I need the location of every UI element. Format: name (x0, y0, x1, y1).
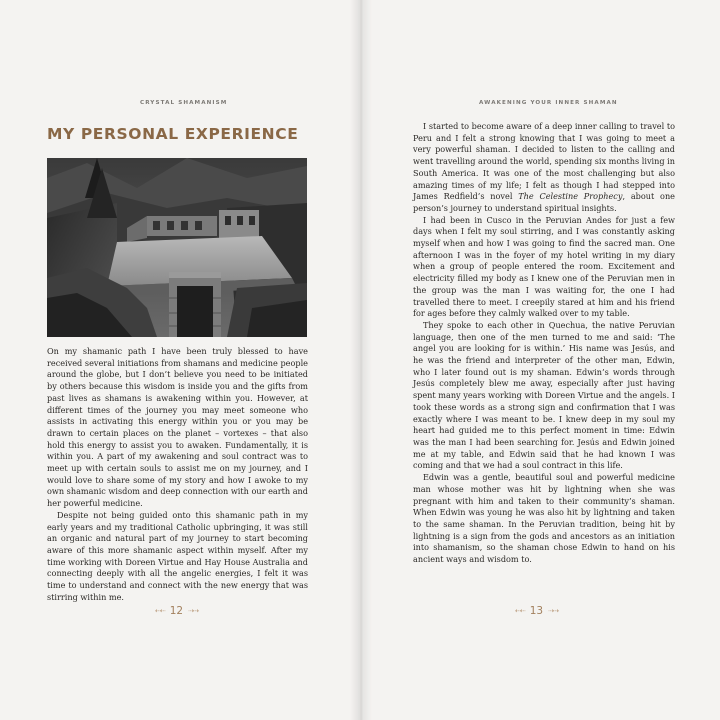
book-gutter (350, 0, 372, 720)
page-number: 13 (529, 605, 544, 617)
page-number-right (515, 605, 558, 617)
page-number-left (155, 605, 198, 617)
chapter-heading: MY PERSONAL EXPERIENCE (47, 125, 299, 143)
ornament-left-icon: ⇠⇠ (155, 607, 165, 615)
paragraph-text: , about one person’s journey to understand spiritual insights. (413, 191, 675, 213)
paragraph: Despite not being guided onto this shamanic path in my early years and my traditional Catholic upbringing, it was still an organic and natural part of my journey to start becoming aware of this more shamanic aspect within myself. After my time working with Doreen Virtue and Hay House Australia and connecting deeply with all the angelic energies, I felt it was time to understand and connect with the new energy that was stirring within me. (47, 509, 308, 602)
left-page (0, 0, 358, 720)
paragraph-text: I started to become aware of a deep inner calling to travel to Peru and I felt a strong knowing that I was going to meet a very powerful shaman. I decided to listen to the calling and went travelling around the world, spending six months living in South America. It was one of the most challenging but also amazing times of my life; I felt as though I had stepped into James Redfield’s novel (413, 121, 675, 202)
paragraph: Edwin was a gentle, beautiful soul and powerful medicine man whose mother was hit by lightning when she was pregnant with him and taken to their community’s shaman. When Edwin was young he was also hit by lightning and taken to the same shaman. In the Peruvian tradition, being hit by lightning is a sign from the gods and ancestors as an initiation into shamanism, so the shaman chose Edwin to hand on his ancient ways and wisdom to. (413, 472, 675, 565)
left-body-text (47, 346, 308, 603)
page-number: 12 (169, 605, 184, 617)
ornament-right-icon: ⇢⇢ (548, 607, 558, 615)
paragraph: I had been in Cusco in the Peruvian Andes for just a few days when I felt my soul stirring, and I was constantly asking myself when and how I was going to find the sacred man. One afternoon I was in the foyer of my hotel writing in my diary when a group of people entered the room. Excitement and electricity filled my body as I knew one of the Peruvian men in the group was the man I was waiting for, the one I had travelled there to meet. I creepily stared at him and his friend for ages before they calmly walked over to my table. (413, 214, 675, 319)
paragraph: On my shamanic path I have been truly blessed to have received several initiations from shamans and medicine people around the globe, but I don’t believe you need to be initiated by others because this wisdom is inside you and the gifts from past lives as shamans is awakening within you. However, at different times of the journey you may meet someone who assists in activating this energy within you or you may be drawn to certain places on the planet – vortexes – that also hold this energy to assist you to awaken. Fundamentally, it is within you. A part of my awakening and soul contract was to meet up with certain souls to assist me on my journey, and I would love to share some of my story and how I awoke to my own shamanic wisdom and deep connection with our earth and her powerful medicine. (47, 346, 308, 509)
right-body-text (413, 121, 675, 566)
ornament-left-icon: ⇠⇠ (515, 607, 525, 615)
paragraph: They spoke to each other in Quechua, the native Peruvian language, then one of the men turned to me and said: ‘The angel you are looking for is within.’ His name was Jesús, and he was the friend and interpreter of the other man, Edwin, who I later found out is my shaman. Edwin’s words through Jesús completely blew me away, especially after just having spent many years working with Doreen Virtue and the angels. I took these words as a strong sign and confirmation that I was exactly where I was meant to be. I knew deep in my soul my heart had guided me to this perfect moment in time: Edwin was the man I had been searching for. Jesús and Edwin joined me at my table, and Edwin said that he had known I was coming and that we had a soul contract in this life. (413, 319, 675, 471)
book-title: The Celestine Prophecy (518, 191, 623, 202)
ornament-right-icon: ⇢⇢ (188, 607, 198, 615)
running-head-left: CRYSTAL SHAMANISM (140, 100, 228, 106)
mountain-ruins-photo (47, 158, 307, 337)
running-head-right: AWAKENING YOUR INNER SHAMAN (479, 100, 618, 106)
paragraph (413, 121, 675, 215)
